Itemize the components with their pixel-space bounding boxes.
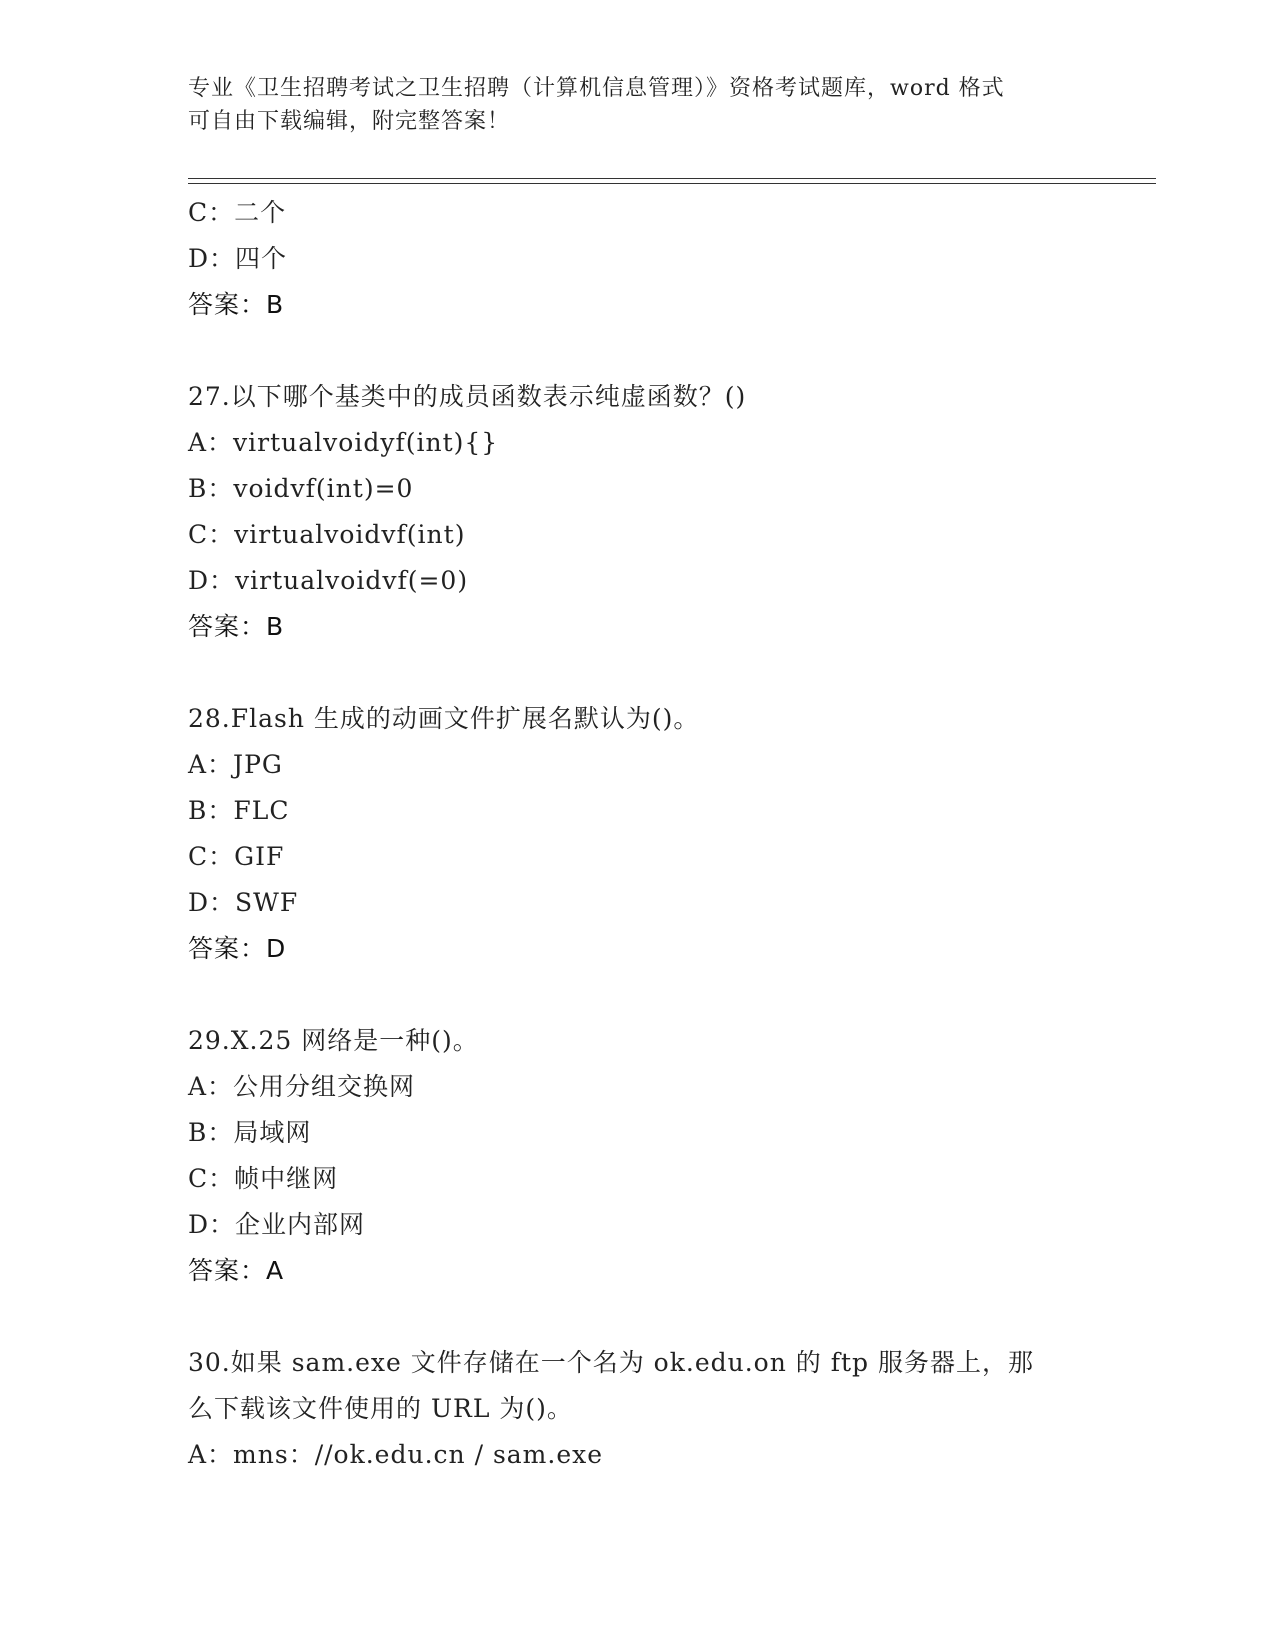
q28-option-b: B：FLC	[188, 796, 290, 825]
q29-answer: 答案：A	[188, 1256, 285, 1285]
q29-question: 29.X.25 网络是一种()。	[188, 1026, 479, 1055]
q28-option-c: C：GIF	[188, 842, 285, 871]
spacer	[188, 328, 1088, 374]
q28-question: 28.Flash 生成的动画文件扩展名默认为()。	[188, 704, 700, 733]
q30-question-line-2: 么下载该文件使用的 URL 为()。	[188, 1394, 573, 1423]
q29-option-a: A：公用分组交换网	[188, 1072, 416, 1101]
q26-option-d: D：四个	[188, 244, 288, 273]
spacer	[188, 650, 1088, 696]
spacer	[188, 1294, 1088, 1340]
page-header	[188, 72, 1088, 138]
q27-answer: 答案：B	[188, 612, 285, 641]
q27-option-b: B：voidvf(int)=0	[188, 474, 414, 503]
q28-option-a: A：JPG	[188, 750, 283, 779]
header-title-line-2: 可自由下载编辑，附完整答案！	[188, 109, 511, 134]
q26-option-c: C：二个	[188, 198, 287, 227]
q29-option-b: B：局域网	[188, 1118, 312, 1147]
q27-option-c: C：virtualvoidvf(int)	[188, 520, 466, 549]
q29-option-d: D：企业内部网	[188, 1210, 366, 1239]
q27-option-d: D：virtualvoidvf(=0)	[188, 566, 469, 595]
spacer	[188, 972, 1088, 1018]
q30-option-a: A：mns：//ok.edu.cn / sam.exe	[188, 1440, 604, 1469]
q26-answer: 答案：B	[188, 290, 285, 319]
header-divider-bottom	[188, 183, 1156, 184]
header-divider-top	[188, 178, 1156, 179]
q27-question: 27.以下哪个基类中的成员函数表示纯虚函数？()	[188, 382, 747, 411]
q28-answer: 答案：D	[188, 934, 287, 963]
q28-option-d: D：SWF	[188, 888, 299, 917]
header-title-line-1: 专业《卫生招聘考试之卫生招聘（计算机信息管理）》资格考试题库，word 格式	[188, 76, 1005, 101]
q30-question-line-1: 30.如果 sam.exe 文件存储在一个名为 ok.edu.on 的 ftp 服务器上，那	[188, 1348, 1034, 1377]
q27-option-a: A：virtualvoidyf(int){}	[188, 428, 499, 457]
q29-option-c: C：帧中继网	[188, 1164, 339, 1193]
question-list	[188, 190, 1088, 1478]
